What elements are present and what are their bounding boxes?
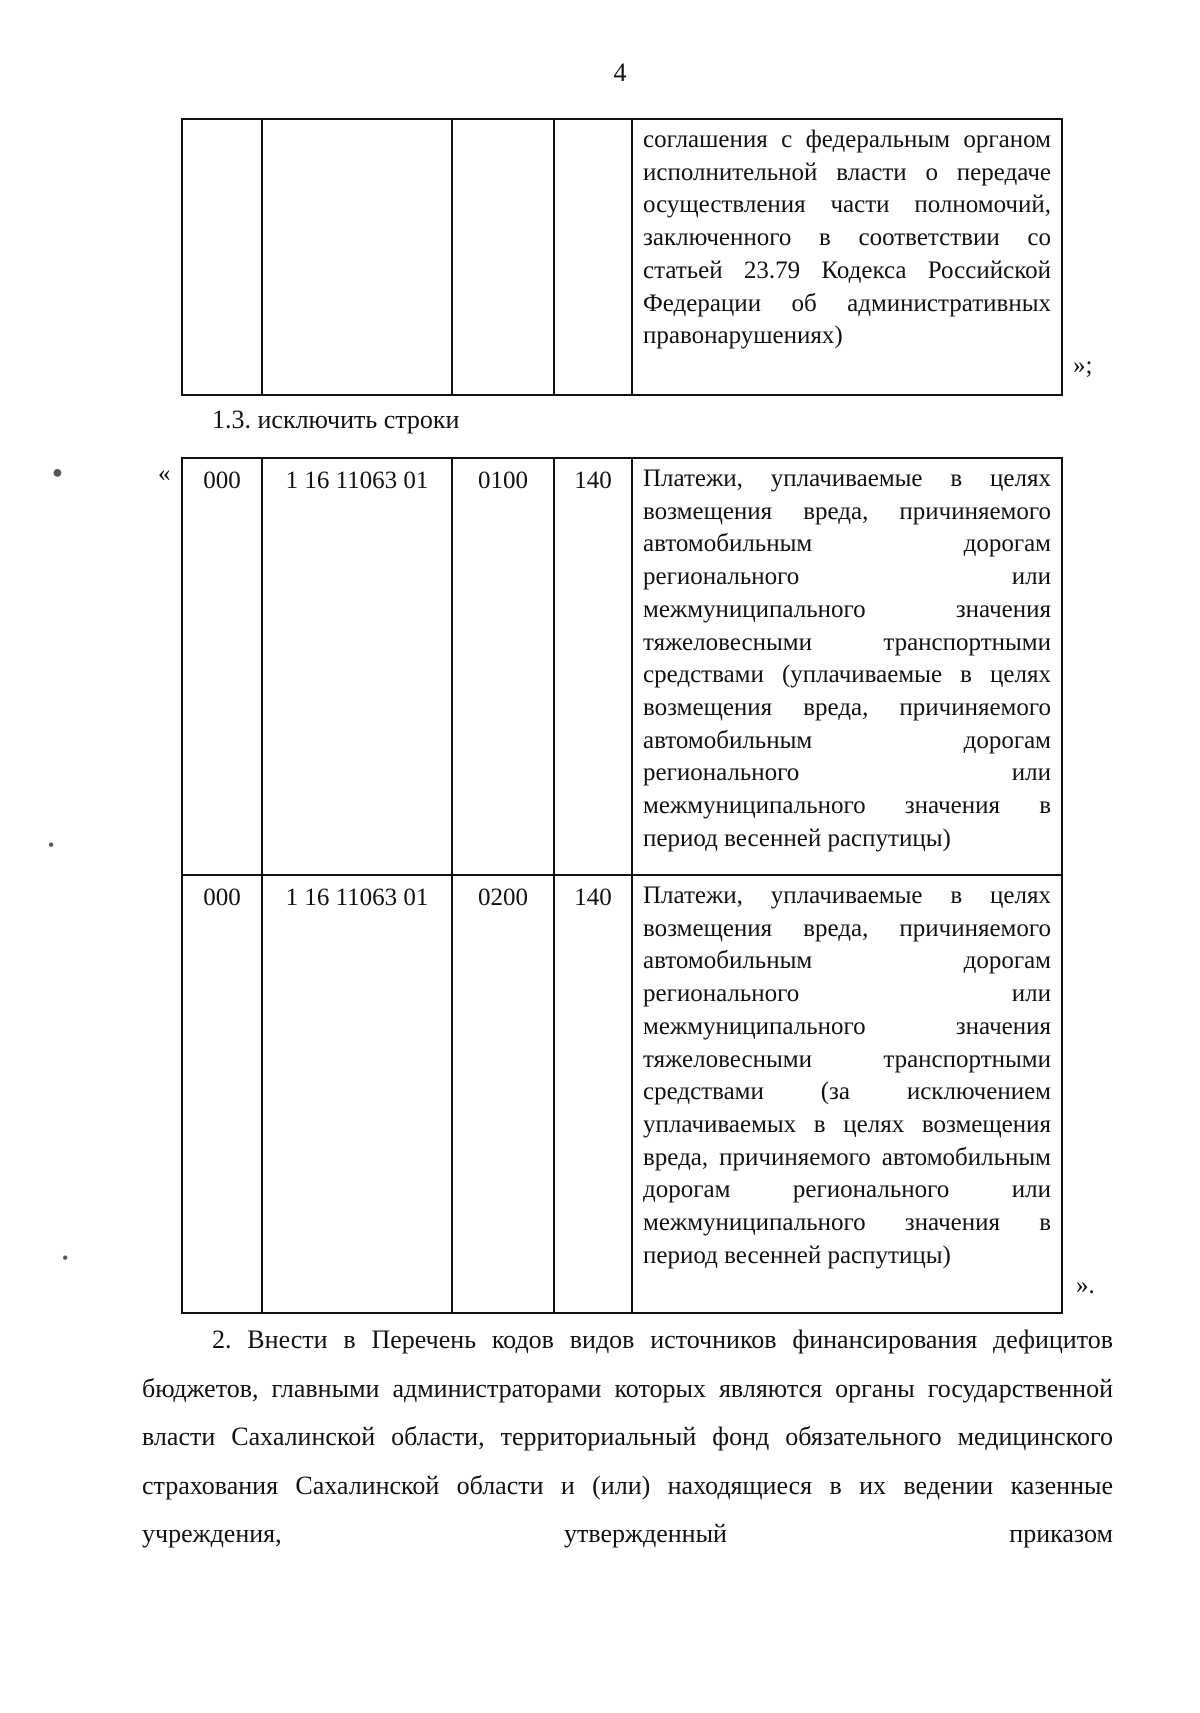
- paragraph-2-text: 2. Внести в Перечень кодов видов источников финансирования дефицитов бюджетов, главными администраторами которых являются органы государственной власти Сахалинской области, территориальный фонд обязательного медицинского страхования Сахалинской области и (или) находящиеся в их ведении казенные учреждения, утвержденный приказом: [142, 1325, 1113, 1548]
- table-row: [182, 119, 1062, 395]
- scan-speck-icon: ●: [52, 462, 63, 482]
- table-row: [182, 458, 1062, 875]
- opening-quote-mark: «: [158, 460, 171, 487]
- subpoint-heading: 1.3. исключить строки: [212, 405, 460, 434]
- admin-code-cell: 000: [182, 875, 262, 1313]
- admin-code-cell: 000: [182, 458, 262, 875]
- income-code-cell: [262, 119, 452, 395]
- page-number: 4: [613, 58, 627, 87]
- subcode-cell: 0200: [452, 875, 554, 1313]
- scan-speck-icon: •: [62, 1248, 69, 1268]
- classification-cell: 140: [554, 458, 632, 875]
- excluded-rows-table: [181, 457, 1063, 1314]
- classification-cell: 140: [554, 875, 632, 1313]
- table-row: [182, 875, 1062, 1313]
- scan-speck-icon: •: [48, 835, 55, 855]
- description-cell: соглашения с федеральным органом исполнительной власти о передаче осуществления части полномочий, заключенного в соответствии со статьей 23.79 Кодекса Российской Федерации об административных правонарушениях): [632, 119, 1062, 395]
- classification-cell: [554, 119, 632, 395]
- admin-code-cell: [182, 119, 262, 395]
- description-cell: Платежи, уплачиваемые в целях возмещения вреда, причиняемого автомобильным дорогам регионального или межмуниципального значения тяжеловесными транспортными средствами (за исключением уплачиваемых в целях возмещения вреда, причиняемого автомобильным дорогам регионального или межмуниципального значения в период весенней распутицы): [632, 875, 1062, 1313]
- closing-quote-mark: ».: [1076, 1272, 1095, 1299]
- income-code-cell: 1 16 11063 01: [262, 458, 452, 875]
- continuation-table: [181, 118, 1063, 396]
- subcode-cell: 0100: [452, 458, 554, 875]
- paragraph-2: [142, 1316, 1113, 1559]
- subcode-cell: [452, 119, 554, 395]
- description-cell: Платежи, уплачиваемые в целях возмещения вреда, причиняемого автомобильным дорогам регионального или межмуниципального значения тяжеловесными транспортными средствами (уплачиваемые в целях возмещения вреда, причиняемого автомобильным дорогам регионального или межмуниципального значения в период весенней распутицы): [632, 458, 1062, 875]
- closing-quote-mark: »;: [1073, 352, 1093, 379]
- income-code-cell: 1 16 11063 01: [262, 875, 452, 1313]
